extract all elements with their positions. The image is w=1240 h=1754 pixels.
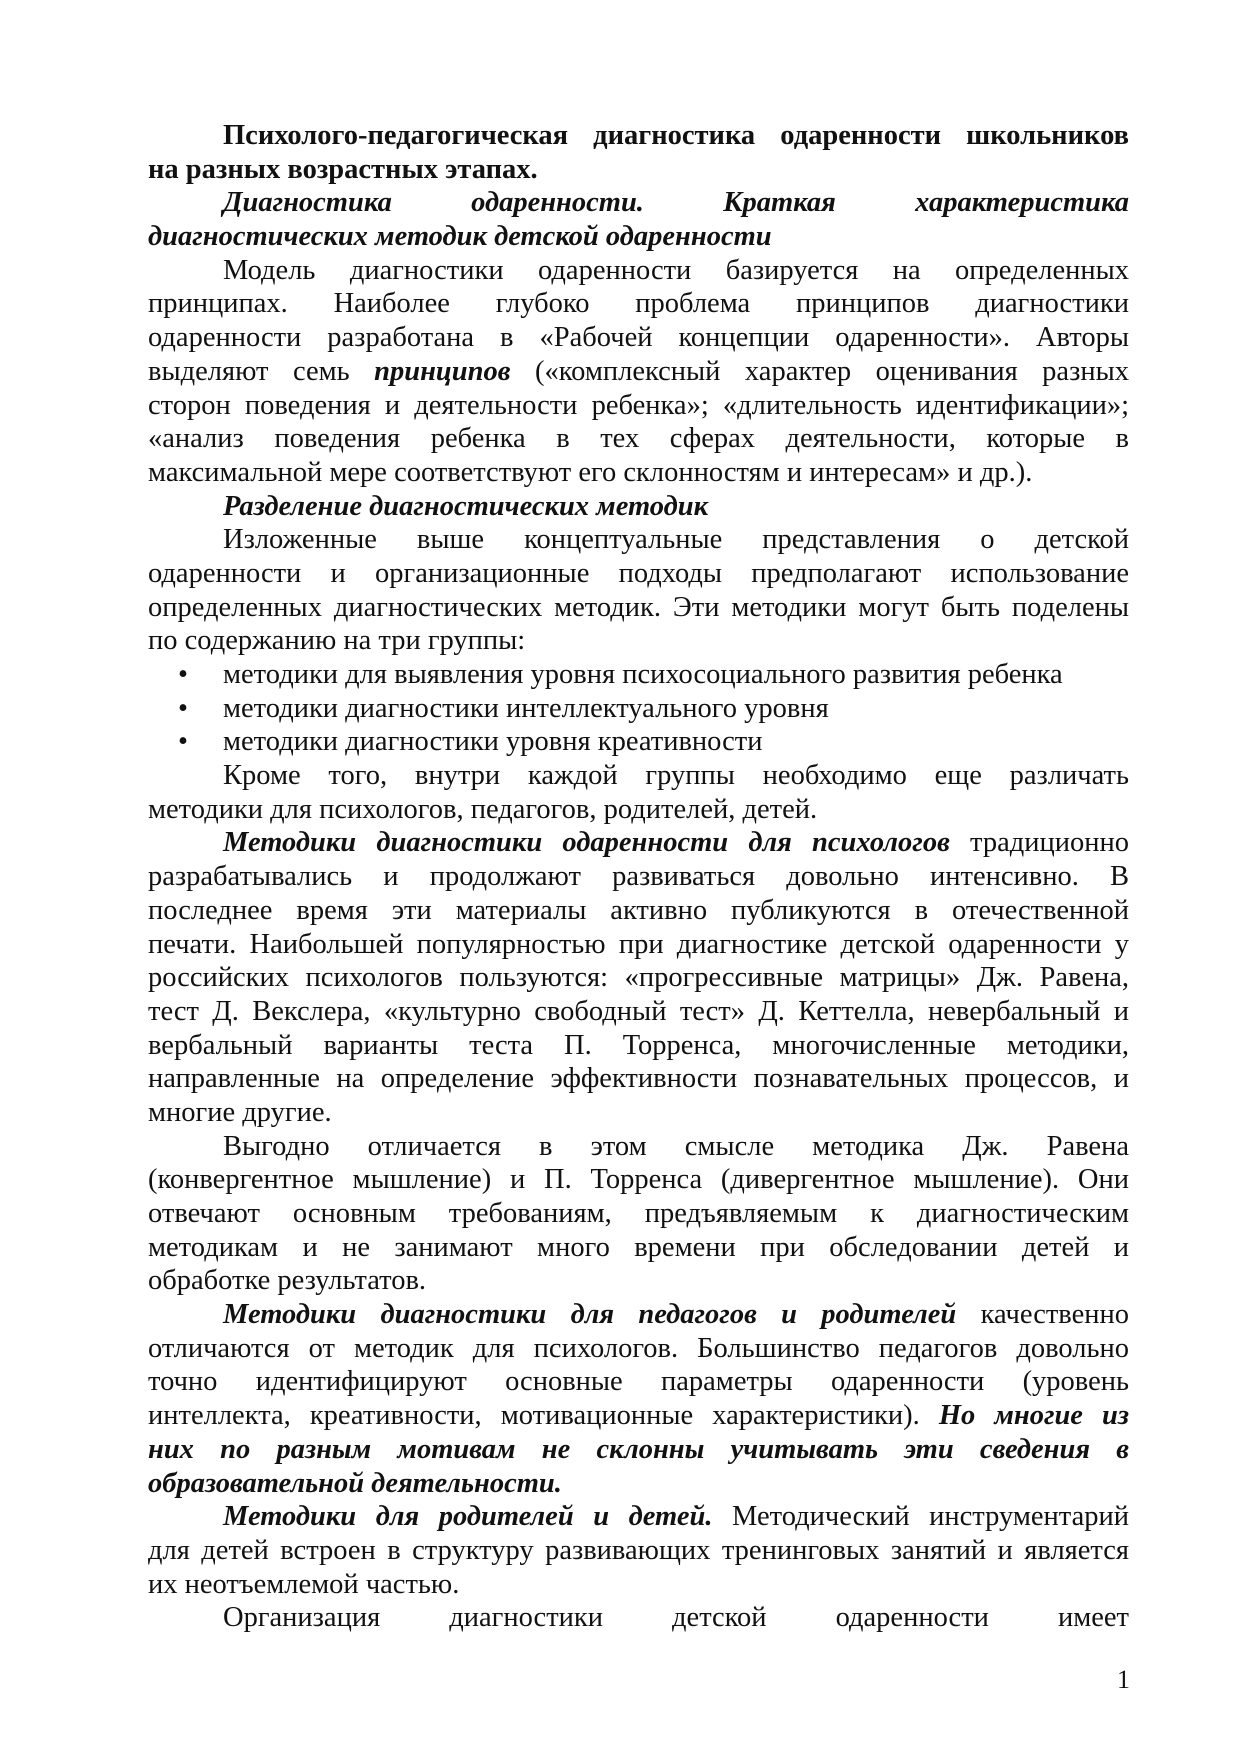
text-line <box>148 1197 1129 1231</box>
text-run: обработке результатов. <box>148 1265 427 1297</box>
text-run: максимальной мере соответствуют его склонностям и интересам» и др.). <box>148 456 1033 488</box>
emphasized-text: образовательной деятельности. <box>148 1467 562 1499</box>
text-line <box>148 557 1129 591</box>
text-line <box>148 321 1129 355</box>
text-line <box>148 220 1129 254</box>
text-run: методики диагностики интеллектуального уровня <box>223 692 829 724</box>
text-run: для детей встроен в структуру развивающих тренинговых занятий и является <box>148 1534 1129 1566</box>
text-line <box>148 860 1129 894</box>
text-line <box>148 793 1129 827</box>
emphasized-text: Методики для родителей и детей. <box>223 1501 713 1533</box>
text-run: печати. Наибольшей популярностью при диагностике детской одаренности у <box>148 928 1129 960</box>
text-line <box>148 961 1129 995</box>
emphasized-text: принципов <box>374 355 511 387</box>
text-line <box>148 1365 1129 1399</box>
text-line <box>148 1399 1129 1433</box>
bullet-icon: • <box>178 726 188 758</box>
emphasized-text: Психолого-педагогическая диагностика одаренности школьников <box>223 120 1129 151</box>
text-line <box>148 490 1129 524</box>
text-line <box>148 1500 1129 1534</box>
text-run: Кроме того, внутри каждой группы необходимо еще различать <box>223 760 1129 792</box>
text-line <box>148 1534 1129 1568</box>
text-line <box>148 1130 1129 1164</box>
text-line <box>148 254 1129 288</box>
text-run: последнее время эти материалы активно публикуются в отечественной <box>148 894 1129 926</box>
text-line <box>148 1433 1129 1467</box>
page-number: 1 <box>1117 1665 1130 1694</box>
text-run: направленные на определение эффективности познавательных процессов, и <box>148 1063 1129 1095</box>
text-run: вербальный варианты теста П. Торренса, многочисленные методики, <box>148 1029 1129 1061</box>
text-run: интеллекта, креативности, мотивационные характеристики). <box>148 1400 939 1432</box>
text-line <box>148 1332 1129 1366</box>
text-line <box>148 1231 1129 1265</box>
text-run: одаренности и организационные подходы предполагают использование <box>148 557 1129 589</box>
text-line <box>148 1568 1129 1602</box>
text-line <box>148 1062 1129 1096</box>
text-run: Методический инструментарий <box>712 1501 1129 1533</box>
text-run: методики диагностики уровня креативности <box>223 726 763 758</box>
emphasized-text: Разделение диагностических методик <box>223 490 709 522</box>
text-line <box>148 523 1129 557</box>
text-line <box>148 389 1129 423</box>
text-run: Организация диагностики детской одаренности имеет <box>223 1602 1129 1634</box>
text-run: методики для психологов, педагогов, родителей, детей. <box>148 793 818 825</box>
text-run: качественно <box>956 1299 1129 1331</box>
text-line <box>148 355 1129 389</box>
text-line <box>148 1601 1129 1635</box>
emphasized-text: диагностических методик детской одаренности <box>148 221 772 253</box>
text-run: сторон поведения и деятельности ребенка»; «длительность идентификации»; <box>148 389 1129 421</box>
bullet-item <box>148 658 1129 692</box>
text-run: выделяют семь <box>148 355 375 387</box>
text-run: («комплексный характер оценивания разных <box>510 355 1129 387</box>
text-run: методикам и не занимают много времени при обследовании детей и <box>148 1231 1129 1263</box>
text-run: многие другие. <box>148 1096 332 1128</box>
text-run: отвечают основным требованиям, предъявляемым к диагностическим <box>148 1198 1129 1229</box>
emphasized-text: Методики диагностики для педагогов и родителей <box>223 1299 957 1331</box>
text-line <box>148 1096 1129 1130</box>
emphasized-text: Но многие из <box>938 1400 1129 1432</box>
text-run: российских психологов пользуются: «прогрессивные матрицы» Дж. Равена, <box>148 962 1129 994</box>
text-run: Изложенные выше концептуальные представления о детской <box>223 524 1129 556</box>
text-run: разрабатывались и продолжают развиваться довольно интенсивно. В <box>148 861 1129 893</box>
text-line <box>148 1298 1129 1332</box>
text-run: традиционно <box>949 827 1129 859</box>
text-line <box>148 153 1129 187</box>
emphasized-text: на разных возрастных этапах. <box>148 153 538 185</box>
text-run: определенных диагностических методик. Эти методики могут быть поделены <box>148 591 1129 623</box>
text-line <box>148 928 1129 962</box>
text-run: «анализ поведения ребенка в тех сферах деятельности, которые в <box>148 423 1129 455</box>
bullet-item <box>148 725 1129 759</box>
text-line <box>148 1467 1129 1501</box>
text-line <box>148 759 1129 793</box>
text-run: принципах. Наиболее глубоко проблема принципов диагностики <box>148 288 1129 320</box>
text-line <box>148 422 1129 456</box>
text-run: их неотъемлемой частью. <box>148 1568 460 1600</box>
emphasized-text: них по разным мотивам не склонны учитывать эти сведения в <box>148 1433 1129 1465</box>
text-line <box>148 591 1129 625</box>
emphasized-text: Диагностика одаренности. Краткая характеристика <box>223 187 1129 219</box>
text-run: Выгодно отличается в этом смысле методика Дж. Равена <box>223 1130 1129 1162</box>
text-line <box>148 826 1129 860</box>
text-run: одаренности разработана в «Рабочей концепции одаренности». Авторы <box>148 322 1129 354</box>
text-run: методики для выявления уровня психосоциального развития ребенка <box>223 659 1063 690</box>
bullet-icon: • <box>178 659 188 690</box>
text-run: по содержанию на три группы: <box>148 625 526 657</box>
text-line <box>148 287 1129 321</box>
emphasized-text: Методики диагностики одаренности для психологов <box>223 827 950 859</box>
text-run: Модель диагностики одаренности базируется на определенных <box>223 254 1129 286</box>
text-run: тест Д. Векслера, «культурно свободный тест» Д. Кеттелла, невербальный и <box>148 995 1129 1027</box>
text-run: отличаются от методик для психологов. Большинство педагогов довольно <box>148 1332 1129 1364</box>
bullet-item <box>148 692 1129 726</box>
text-line <box>148 1264 1129 1298</box>
text-line <box>148 894 1129 928</box>
text-run: (конвергентное мышление) и П. Торренса (дивергентное мышление). Они <box>148 1164 1129 1196</box>
text-line <box>148 1163 1129 1197</box>
text-line <box>148 119 1129 153</box>
text-run: точно идентифицируют основные параметры одаренности (уровень <box>148 1366 1129 1398</box>
document-body <box>148 119 1129 1635</box>
text-line <box>148 456 1129 490</box>
text-line <box>148 186 1129 220</box>
text-line <box>148 995 1129 1029</box>
text-line <box>148 624 1129 658</box>
bullet-icon: • <box>178 692 188 724</box>
text-line <box>148 1029 1129 1063</box>
